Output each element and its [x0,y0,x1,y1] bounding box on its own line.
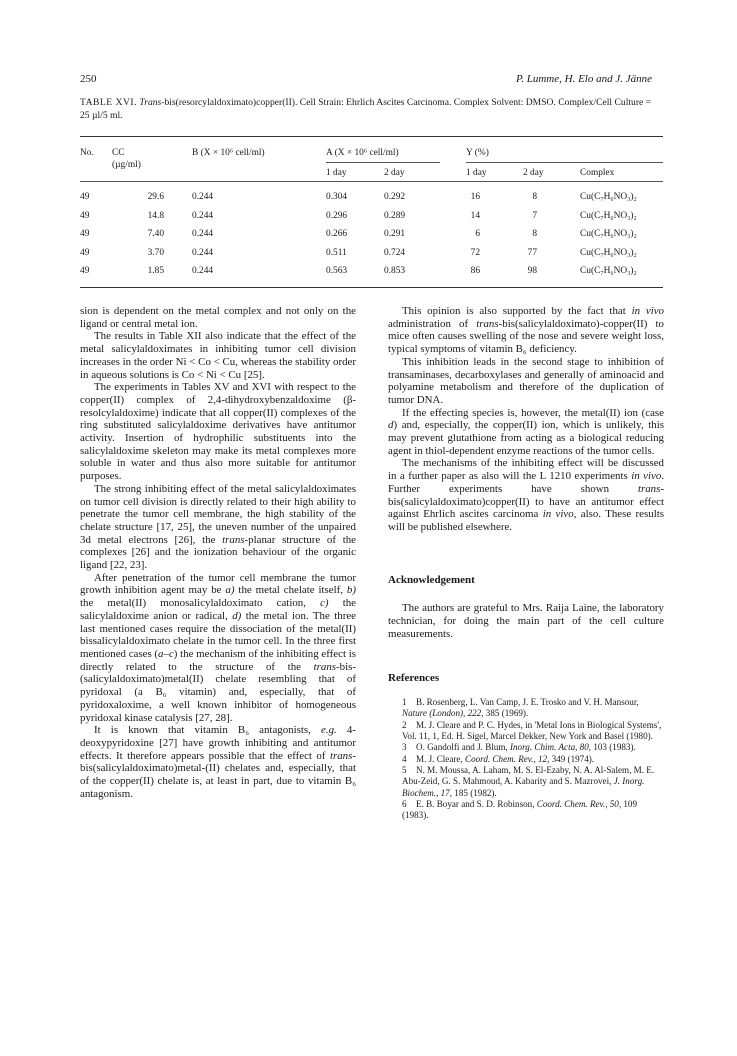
header-a-day1: 1 day [326,168,347,178]
paragraph: This inhibition leads in the second stage to inhibition of transaminases, decarboxylases and generally of aminoacid and polyamine metabolism and therefore of the duplication of tumor DNA. [388,355,664,406]
table-cell-complex: Cu(C₇H₆NO₃)₂ [580,192,637,202]
paragraph: The mechanisms of the inhibiting effect will be discussed in a further paper as also will the L 1210 experiments in vivo. Further experiments have shown trans-bis(salicylaldoximato)copper(II) to have an antitumor effect against Ehrlich ascites carcinoma in vivo, also. These results will be published elsewhere. [388,457,664,533]
reference-item: 4 M. J. Cleare, Coord. Chem. Rev., 12, 349 (1974). [402,753,595,764]
table-cell-y1: 86 [470,266,480,276]
table-cell-y2: 8 [532,192,537,202]
table-cell-cc: 3.70 [147,247,164,258]
table-cell-cc: 29.6 [147,192,164,202]
header-complex: Complex [580,168,615,178]
table-cell-y2: 77 [527,247,537,258]
table-cell-b: 0.244 [192,192,214,202]
reference-item: 6 E. B. Boyar and S. D. Robinson, Coord. Chem. Rev., 50, 109 (1983). [402,798,638,821]
paragraph: It is known that vitamin B₆ antagonists, e.g. 4-deoxypyridoxine [27] have growth inhibiting and antitumor effects. It therefore appears possible that the effect of trans-bis(salicylaldoximato)metal-(II) chelates and, especially, that of the copper(II) chelate is, at least in part, due to vitamin B₆ antagonism. [80,724,357,800]
table-cell-complex: Cu(C₇H₆NO₃)₂ [580,229,637,239]
caption-text: -bis(resorcylaldoximato)copper(II). Cell Strain: Ehrlich Ascites Carcinoma. Complex Solvent: DMSO. Complex/Cell Culture = 25 µl/5 ml. [80,97,652,121]
reference-item: 5 N. M. Moussa, A. Laham, M. S. El-Ezaby, N. A. Al-Salem, M. E. Abu-Zeid, G. S. Mahmoud, A. Kabarity and S. Mazrovei, J. Inorg. Biochem., 17, 185 (1982). [402,764,655,798]
header-a: A (X × 10⁶ cell/ml) [326,148,399,158]
table-cell-cc: 7.40 [147,229,164,239]
table-cell-a1: 0.563 [326,266,348,276]
table-cell-y1: 72 [470,247,480,258]
reference-list [388,697,664,821]
header-no: No. [80,148,94,158]
table-cell-y2: 98 [527,266,537,276]
header-y: Y (%) [466,148,489,158]
table-cell-b: 0.244 [192,247,214,258]
reference-item: 3 O. Gandolfi and J. Blum, Inorg. Chim. Acta, 80, 103 (1983). [402,742,636,753]
table-cell-y2: 8 [532,229,537,239]
table-caption [80,96,660,122]
reference-item: 2 M. J. Cleare and P. C. Hydes, in 'Metal Ions in Biological Systems', Vol. 11, 1, Ed. H. Sigel, Marcel Dekker, New York and Basel (1980). [402,719,662,742]
table-cell-complex: Cu(C₇H₆NO₃)₂ [580,247,637,258]
reference-item: 1 B. Rosenberg, L. Van Camp, J. E. Trosko and V. H. Mansour, Nature (London), 222, 385 (1969). [402,697,639,719]
table-cell-a1: 0.296 [326,210,348,221]
table-number: TABLE XVI. [80,97,137,108]
table-cell-cc: 14.8 [147,210,164,221]
table-cell-y1: 16 [470,192,480,202]
page-number: 250 [80,73,97,85]
table-cell-a1: 0.304 [326,192,348,202]
paragraph: The strong inhibiting effect of the metal salicylaldoximates on tumor cell division is directly related to their high ability to penetrate the tumor cell membrane, the high stability of the chelate structure [17, 25], the uneven number of the unpaired 3d metal electrons [26], the trans-planar structure of the complexes [26] and the ionization behaviour of the organic ligand [22, 23]. [80,482,357,572]
running-head: P. Lumme, H. Elo and J. Jänne [515,73,652,85]
paragraph: After penetration of the tumor cell membrane the tumor growth inhibition agent may be a) the metal chelate itself, b) the metal(II) monosalicylaldoximato cation, c) the salicylaldoxime anion or radical, d) the metal ion. The three last mentioned cases require the dissociation of the metal(II) bissalicylaldoximato chelate in the tumor cell. In the three first mentioned cases (a–c) the mechanism of the inhibiting effect is directly related to the structure of the trans-bis-(salicylaldoximato)metal(II) chelate resembling that of pyridoxal (a B₆ vitamin) and, especially, that of pyridoxaloxime, a well known inhibitor of homogeneous pyridoxal kinase catalysis [27, 28]. [80,571,356,724]
table-cell-no: 49 [80,229,90,239]
table-cell-no: 49 [80,210,90,221]
paragraph: sion is dependent on the metal complex and not only on the ligand or central metal ion. [80,305,356,330]
header-a-day2: 2 day [384,168,405,178]
table-cell-a2: 0.853 [384,266,406,276]
paragraph: The results in Table XII also indicate that the effect of the metal salicylaldoximates in inhibiting tumor cell division increases in the order Ni < Co < Cu, whereas the stability order in aqueous solutions is Co < Ni < Cu [25]. [80,330,356,381]
table-cell-y2: 7 [532,210,537,221]
left-column [80,305,356,800]
table-cell-complex: Cu(C₇H₆NO₃)₂ [580,266,637,276]
header-b: B (X × 10⁶ cell/ml) [192,148,265,158]
table-cell-y1: 14 [470,210,480,221]
table-cell-a2: 0.291 [384,229,406,239]
header-y-day2: 2 day [523,168,544,178]
table-cell-a2: 0.289 [384,210,406,221]
header-y-day1: 1 day [466,168,487,178]
table-cell-a1: 0.511 [326,247,347,258]
table-cell-no: 49 [80,266,90,276]
table-cell-no: 49 [80,192,90,202]
table-cell-a1: 0.266 [326,229,348,239]
table-cell-b: 0.244 [192,229,214,239]
table-cell-no: 49 [80,247,90,258]
table-cell-complex: Cu(C₇H₆NO₃)₂ [580,210,637,221]
paragraph: If the effecting species is, however, the metal(II) ion (case d) and, especially, the copper(II) ion, which is unlikely, this may prevent glutathione from acting as a biological reducing agent in thiol-dependent enzyme reactions of the tumor cells. [388,406,664,457]
acknowledgement-text: The authors are grateful to Mrs. Raija Laine, the laboratory technician, for doing the main part of the cell culture measurements. [388,602,664,640]
table-cell-a2: 0.724 [384,247,406,258]
header-cc: CC [112,148,125,158]
header-cc-unit: (µg/ml) [112,160,141,170]
acknowledgement-heading: Acknowledgement [388,573,475,586]
paragraph: The experiments in Tables XV and XVI with respect to the copper(II) complex of 2,4-dihydroxybenzaldoxime (β-resolcylaldoxime) indicate that all copper(II) complexes of the ring substituted salicylaldoxime derivatives have antitumor activity. Insertion of hydrophilic substituents into the salicylaldoxime skeleton may make its metal complexes more soluble in water and thus also more suitable for antitumor purposes. [80,381,356,483]
caption-italic: Trans [139,97,162,108]
table-cell-a2: 0.292 [384,192,406,202]
right-column [388,305,664,821]
table-cell-cc: 1.85 [147,266,164,276]
table-cell-b: 0.244 [192,266,214,276]
table-cell-y1: 6 [475,229,480,239]
table-cell-b: 0.244 [192,210,214,221]
paragraph: This opinion is also supported by the fact that in vivo administration of trans-bis(salicylaldoximato)-copper(II) to mice often causes swelling of the nose and severe weight loss, typical symptoms of vitamin B₆ deficiency. [388,305,665,356]
references-heading: References [388,672,440,685]
